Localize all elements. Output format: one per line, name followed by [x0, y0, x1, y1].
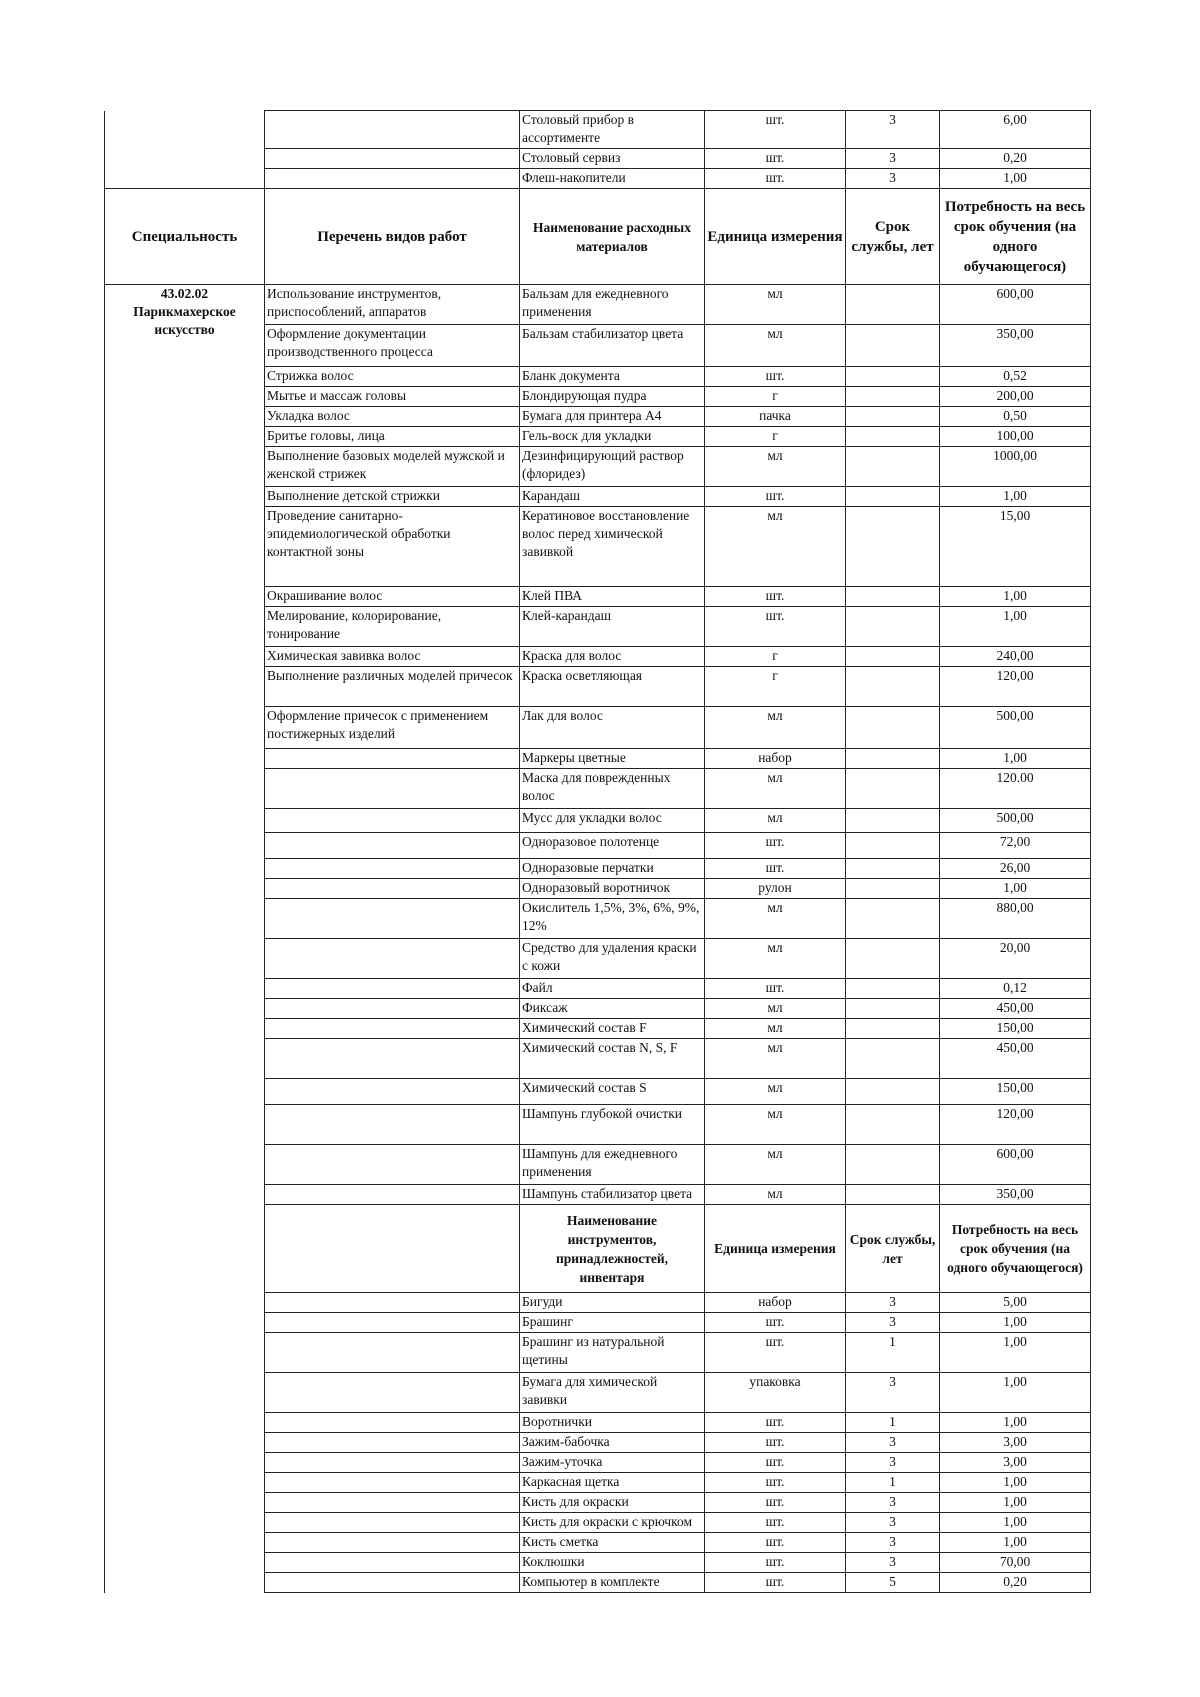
material-need: 240,00	[940, 647, 1091, 667]
material-name: Краска для волос	[520, 647, 705, 667]
work-cell: Мытье и массаж головы	[265, 387, 520, 407]
item-life: 3	[846, 111, 940, 149]
material-name: Бумага для принтера А4	[520, 407, 705, 427]
tool-life: 3	[846, 1433, 940, 1453]
material-name: Блондирующая пудра	[520, 387, 705, 407]
material-life	[846, 587, 940, 607]
header2-need: Потребность на весь срок обучения (на одного обучающегося)	[940, 1205, 1091, 1293]
material-unit: мл	[705, 707, 846, 749]
material-unit: набор	[705, 749, 846, 769]
material-unit: мл	[705, 769, 846, 809]
work-cell	[265, 1453, 520, 1473]
tool-need: 1,00	[940, 1493, 1091, 1513]
work-cell	[265, 999, 520, 1019]
material-unit: мл	[705, 1145, 846, 1185]
material-need: 350,00	[940, 1185, 1091, 1205]
material-unit: мл	[705, 1019, 846, 1039]
material-name: Маркеры цветные	[520, 749, 705, 769]
material-life	[846, 1079, 940, 1105]
tool-name: Бигуди	[520, 1293, 705, 1313]
material-unit: мл	[705, 507, 846, 587]
tool-unit: шт.	[705, 1313, 846, 1333]
work-cell	[265, 1205, 520, 1293]
work-cell: Химическая завивка волос	[265, 647, 520, 667]
item-name: Столовый сервиз	[520, 149, 705, 169]
tool-life: 1	[846, 1413, 940, 1433]
work-cell	[265, 939, 520, 979]
tool-life: 5	[846, 1573, 940, 1593]
work-cell	[265, 1105, 520, 1145]
item-unit: шт.	[705, 149, 846, 169]
material-need: 120,00	[940, 667, 1091, 707]
work-cell	[265, 769, 520, 809]
material-life	[846, 667, 940, 707]
tool-unit: шт.	[705, 1433, 846, 1453]
work-cell: Выполнение различных моделей причесок	[265, 667, 520, 707]
tool-unit: шт.	[705, 1553, 846, 1573]
tool-unit: шт.	[705, 1573, 846, 1593]
header-materials: Наименование расходных материалов	[520, 189, 705, 285]
table-row	[105, 111, 1091, 149]
tool-unit: упаковка	[705, 1373, 846, 1413]
work-cell	[265, 169, 520, 189]
work-cell: Оформление причесок с применением постижерных изделий	[265, 707, 520, 749]
work-cell	[265, 749, 520, 769]
work-cell	[265, 1019, 520, 1039]
consumables-table	[104, 110, 1091, 1593]
material-unit: шт.	[705, 833, 846, 859]
tool-need: 0,20	[940, 1573, 1091, 1593]
tool-name: Компьютер в комплекте	[520, 1573, 705, 1593]
tool-unit: шт.	[705, 1453, 846, 1473]
material-name: Кератиновое восстановление волос перед химической завивкой	[520, 507, 705, 587]
tool-unit: шт.	[705, 1333, 846, 1373]
work-cell	[265, 1293, 520, 1313]
material-life	[846, 285, 940, 325]
item-unit: шт.	[705, 111, 846, 149]
specialty-code: 43.02.02	[160, 286, 209, 301]
material-life	[846, 647, 940, 667]
material-need: 26,00	[940, 859, 1091, 879]
material-name: Бальзам для ежедневного применения	[520, 285, 705, 325]
material-need: 120,00	[940, 1105, 1091, 1145]
material-name: Маска для поврежденных волос	[520, 769, 705, 809]
tool-name: Брашинг из натуральной щетины	[520, 1333, 705, 1373]
material-life	[846, 1145, 940, 1185]
tool-life: 3	[846, 1373, 940, 1413]
work-cell: Окрашивание волос	[265, 587, 520, 607]
material-need: 1,00	[940, 587, 1091, 607]
work-cell	[265, 1513, 520, 1533]
tool-unit: набор	[705, 1293, 846, 1313]
material-unit: мл	[705, 1185, 846, 1205]
material-name: Гель-воск для укладки	[520, 427, 705, 447]
material-need: 150,00	[940, 1019, 1091, 1039]
material-need: 1,00	[940, 487, 1091, 507]
tool-name: Бумага для химической завивки	[520, 1373, 705, 1413]
material-unit: пачка	[705, 407, 846, 427]
work-cell	[265, 899, 520, 939]
work-cell	[265, 149, 520, 169]
material-life	[846, 1185, 940, 1205]
material-life	[846, 447, 940, 487]
tool-need: 3,00	[940, 1433, 1091, 1453]
header2-life: Срок службы, лет	[846, 1205, 940, 1293]
work-cell	[265, 1313, 520, 1333]
material-unit: г	[705, 427, 846, 447]
material-life	[846, 939, 940, 979]
material-need: 450,00	[940, 1039, 1091, 1079]
tool-name: Зажим-уточка	[520, 1453, 705, 1473]
work-cell	[265, 1553, 520, 1573]
material-need: 0,50	[940, 407, 1091, 427]
item-unit: шт.	[705, 169, 846, 189]
material-name: Клей ПВА	[520, 587, 705, 607]
material-life	[846, 325, 940, 367]
material-life	[846, 707, 940, 749]
work-cell	[265, 809, 520, 833]
material-unit: мл	[705, 939, 846, 979]
tool-need: 1,00	[940, 1473, 1091, 1493]
work-cell	[265, 1185, 520, 1205]
material-unit: шт.	[705, 367, 846, 387]
material-need: 600,00	[940, 1145, 1091, 1185]
material-unit: мл	[705, 1105, 846, 1145]
item-need: 1,00	[940, 169, 1091, 189]
material-name: Шампунь глубокой очистки	[520, 1105, 705, 1145]
material-life	[846, 879, 940, 899]
material-name: Химический состав F	[520, 1019, 705, 1039]
header-specialty: Специальность	[105, 189, 265, 285]
material-name: Шампунь для ежедневного применения	[520, 1145, 705, 1185]
material-unit: мл	[705, 325, 846, 367]
material-name: Окислитель 1,5%, 3%, 6%, 9%, 12%	[520, 899, 705, 939]
work-cell	[265, 979, 520, 999]
header-life: Срок службы, лет	[846, 189, 940, 285]
material-life	[846, 507, 940, 587]
tool-life: 3	[846, 1313, 940, 1333]
material-life	[846, 387, 940, 407]
material-need: 880,00	[940, 899, 1091, 939]
material-need: 500,00	[940, 809, 1091, 833]
work-cell	[265, 111, 520, 149]
work-cell	[265, 1493, 520, 1513]
material-life	[846, 833, 940, 859]
material-need: 1,00	[940, 607, 1091, 647]
tool-name: Кисть для окраски с крючком	[520, 1513, 705, 1533]
material-life	[846, 407, 940, 427]
work-cell	[265, 1079, 520, 1105]
material-need: 500,00	[940, 707, 1091, 749]
work-cell	[265, 879, 520, 899]
item-life: 3	[846, 149, 940, 169]
work-cell: Выполнение детской стрижки	[265, 487, 520, 507]
tool-unit: шт.	[705, 1473, 846, 1493]
work-cell	[265, 1333, 520, 1373]
material-life	[846, 367, 940, 387]
material-need: 450,00	[940, 999, 1091, 1019]
work-cell	[265, 1573, 520, 1593]
material-need: 1,00	[940, 879, 1091, 899]
material-name: Клей-карандаш	[520, 607, 705, 647]
work-cell: Оформление документации производственного процесса	[265, 325, 520, 367]
table-row	[105, 285, 1091, 325]
material-name: Бальзам стабилизатор цвета	[520, 325, 705, 367]
tool-need: 1,00	[940, 1313, 1091, 1333]
tool-need: 70,00	[940, 1553, 1091, 1573]
specialty-cell	[105, 285, 265, 1593]
tool-name: Каркасная щетка	[520, 1473, 705, 1493]
material-unit: мл	[705, 1079, 846, 1105]
work-cell	[265, 833, 520, 859]
item-need: 0,20	[940, 149, 1091, 169]
material-need: 600,00	[940, 285, 1091, 325]
material-need: 200,00	[940, 387, 1091, 407]
material-life	[846, 607, 940, 647]
material-unit: рулон	[705, 879, 846, 899]
header-tools: Наименование инструментов, принадлежностей, инвентаря	[520, 1205, 705, 1293]
tool-name: Кисть сметка	[520, 1533, 705, 1553]
tool-unit: шт.	[705, 1413, 846, 1433]
material-need: 350,00	[940, 325, 1091, 367]
material-name: Бланк документа	[520, 367, 705, 387]
tool-life: 1	[846, 1473, 940, 1493]
material-life	[846, 809, 940, 833]
material-life	[846, 427, 940, 447]
material-unit: г	[705, 667, 846, 707]
tool-life: 3	[846, 1533, 940, 1553]
material-unit: мл	[705, 899, 846, 939]
tool-life: 3	[846, 1493, 940, 1513]
material-name: Краска осветляющая	[520, 667, 705, 707]
item-name: Столовый прибор в ассортименте	[520, 111, 705, 149]
tool-name: Кисть для окраски	[520, 1493, 705, 1513]
work-cell	[265, 1533, 520, 1553]
material-unit: мл	[705, 447, 846, 487]
material-unit: шт.	[705, 587, 846, 607]
material-name: Лак для волос	[520, 707, 705, 749]
work-cell: Выполнение базовых моделей мужской и женской стрижек	[265, 447, 520, 487]
material-need: 0,52	[940, 367, 1091, 387]
material-need: 20,00	[940, 939, 1091, 979]
material-need: 150,00	[940, 1079, 1091, 1105]
material-name: Химический состав S	[520, 1079, 705, 1105]
material-need: 120.00	[940, 769, 1091, 809]
material-name: Одноразовые перчатки	[520, 859, 705, 879]
tool-unit: шт.	[705, 1513, 846, 1533]
material-need: 1000,00	[940, 447, 1091, 487]
material-unit: шт.	[705, 859, 846, 879]
material-name: Мусс для укладки волос	[520, 809, 705, 833]
tool-need: 3,00	[940, 1453, 1091, 1473]
material-life	[846, 1105, 940, 1145]
tool-name: Воротнички	[520, 1413, 705, 1433]
material-name: Дезинфицирующий раствор (флоридез)	[520, 447, 705, 487]
material-unit: мл	[705, 285, 846, 325]
material-name: Карандаш	[520, 487, 705, 507]
tool-life: 3	[846, 1293, 940, 1313]
material-life	[846, 1019, 940, 1039]
material-life	[846, 899, 940, 939]
tool-name: Коклюшки	[520, 1553, 705, 1573]
header-unit: Единица измерения	[705, 189, 846, 285]
material-unit: мл	[705, 809, 846, 833]
material-need: 1,00	[940, 749, 1091, 769]
specialty-name: Парикмахерское искусство	[133, 304, 236, 337]
work-cell: Проведение санитарно-эпидемиологической обработки контактной зоны	[265, 507, 520, 587]
tool-need: 1,00	[940, 1413, 1091, 1433]
header-need: Потребность на весь срок обучения (на одного обучающегося)	[940, 189, 1091, 285]
material-need: 0,12	[940, 979, 1091, 999]
table-header-row	[105, 189, 1091, 285]
material-unit: шт.	[705, 487, 846, 507]
item-life: 3	[846, 169, 940, 189]
specialty-cell-empty	[105, 111, 265, 189]
work-cell: Укладка волос	[265, 407, 520, 427]
material-need: 72,00	[940, 833, 1091, 859]
material-life	[846, 487, 940, 507]
tool-life: 3	[846, 1553, 940, 1573]
header-works: Перечень видов работ	[265, 189, 520, 285]
tool-life: 3	[846, 1453, 940, 1473]
work-cell	[265, 1039, 520, 1079]
work-cell	[265, 1145, 520, 1185]
work-cell: Мелирование, колорирование, тонирование	[265, 607, 520, 647]
material-life	[846, 859, 940, 879]
tool-life: 1	[846, 1333, 940, 1373]
material-unit: г	[705, 647, 846, 667]
work-cell	[265, 859, 520, 879]
material-need: 15,00	[940, 507, 1091, 587]
work-cell	[265, 1473, 520, 1493]
tool-need: 1,00	[940, 1533, 1091, 1553]
work-cell	[265, 1413, 520, 1433]
tool-need: 5,00	[940, 1293, 1091, 1313]
work-cell	[265, 1373, 520, 1413]
tool-name: Зажим-бабочка	[520, 1433, 705, 1453]
material-name: Шампунь стабилизатор цвета	[520, 1185, 705, 1205]
material-life	[846, 769, 940, 809]
material-need: 100,00	[940, 427, 1091, 447]
work-cell: Стрижка волос	[265, 367, 520, 387]
work-cell: Использование инструментов, приспособлений, аппаратов	[265, 285, 520, 325]
material-name: Одноразовый воротничок	[520, 879, 705, 899]
tool-life: 3	[846, 1513, 940, 1533]
item-need: 6,00	[940, 111, 1091, 149]
material-life	[846, 749, 940, 769]
material-unit: шт.	[705, 979, 846, 999]
material-unit: мл	[705, 999, 846, 1019]
work-cell: Бритье головы, лица	[265, 427, 520, 447]
tool-unit: шт.	[705, 1493, 846, 1513]
material-life	[846, 1039, 940, 1079]
material-name: Средство для удаления краски с кожи	[520, 939, 705, 979]
work-cell	[265, 1433, 520, 1453]
material-life	[846, 979, 940, 999]
material-name: Химический состав N, S, F	[520, 1039, 705, 1079]
tool-need: 1,00	[940, 1333, 1091, 1373]
material-name: Одноразовое полотенце	[520, 833, 705, 859]
item-name: Флеш-накопители	[520, 169, 705, 189]
material-name: Файл	[520, 979, 705, 999]
material-unit: шт.	[705, 607, 846, 647]
tool-need: 1,00	[940, 1513, 1091, 1533]
tool-unit: шт.	[705, 1533, 846, 1553]
tool-need: 1,00	[940, 1373, 1091, 1413]
material-name: Фиксаж	[520, 999, 705, 1019]
header2-unit: Единица измерения	[705, 1205, 846, 1293]
material-unit: г	[705, 387, 846, 407]
material-life	[846, 999, 940, 1019]
material-unit: мл	[705, 1039, 846, 1079]
tool-name: Брашинг	[520, 1313, 705, 1333]
